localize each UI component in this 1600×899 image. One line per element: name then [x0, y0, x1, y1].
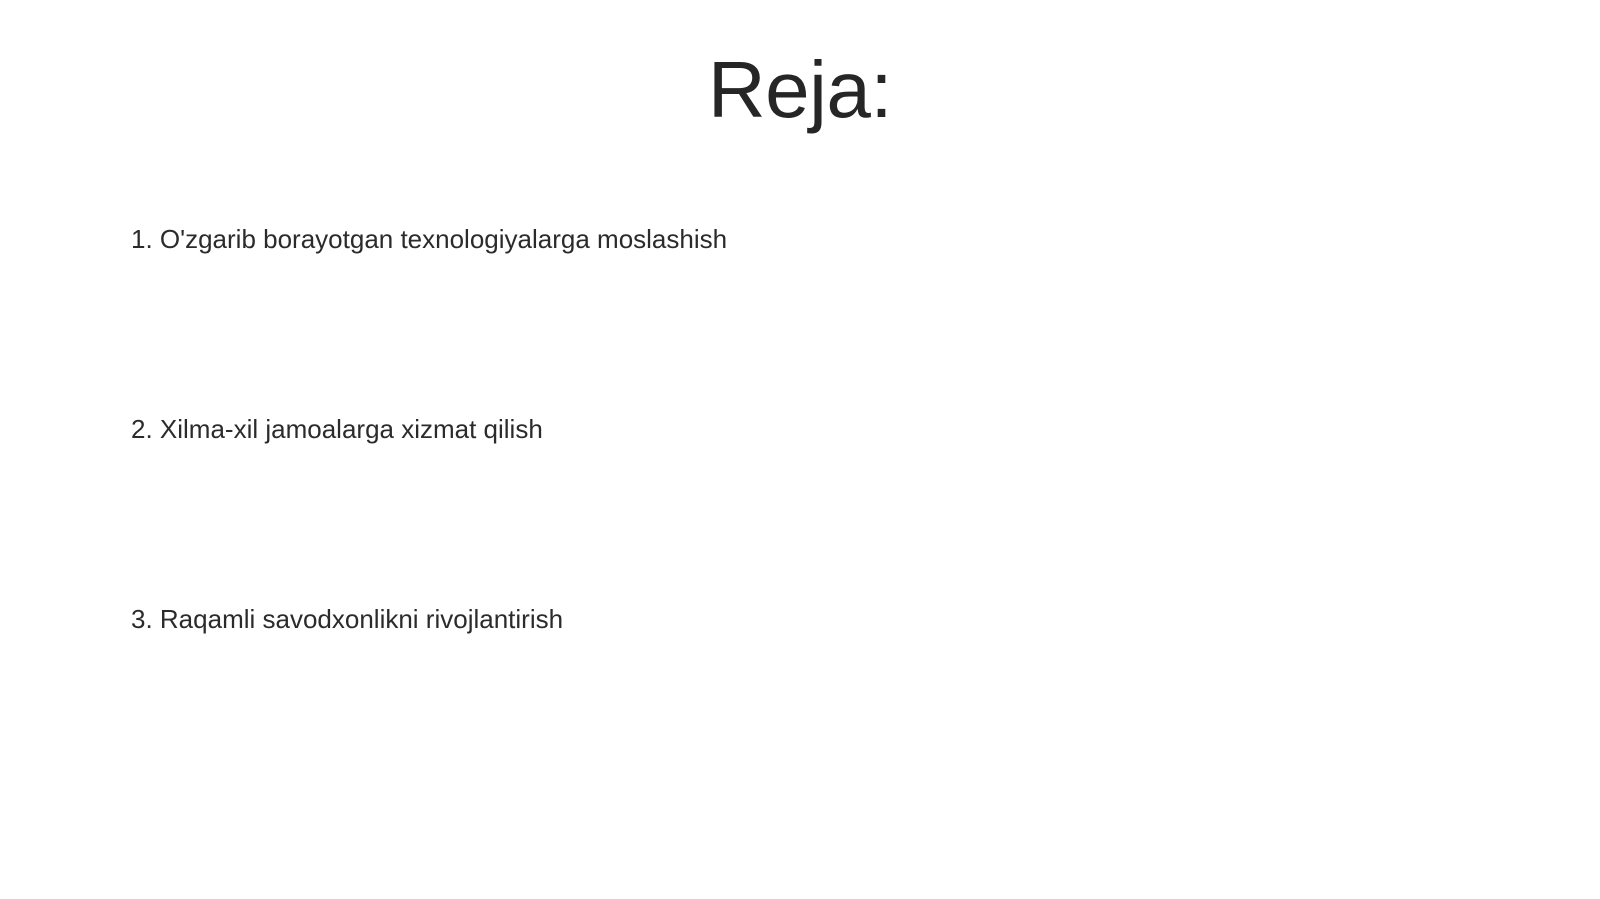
plan-item-1: 1. O'zgarib borayotgan texnologiyalarga moslashish	[131, 224, 728, 254]
plan-item-3: 3. Raqamli savodxonlikni rivojlantirish	[131, 604, 564, 634]
slide-title: Reja:	[707, 45, 893, 134]
plan-item-2: 2. Xilma-xil jamoalarga xizmat qilish	[131, 414, 543, 444]
